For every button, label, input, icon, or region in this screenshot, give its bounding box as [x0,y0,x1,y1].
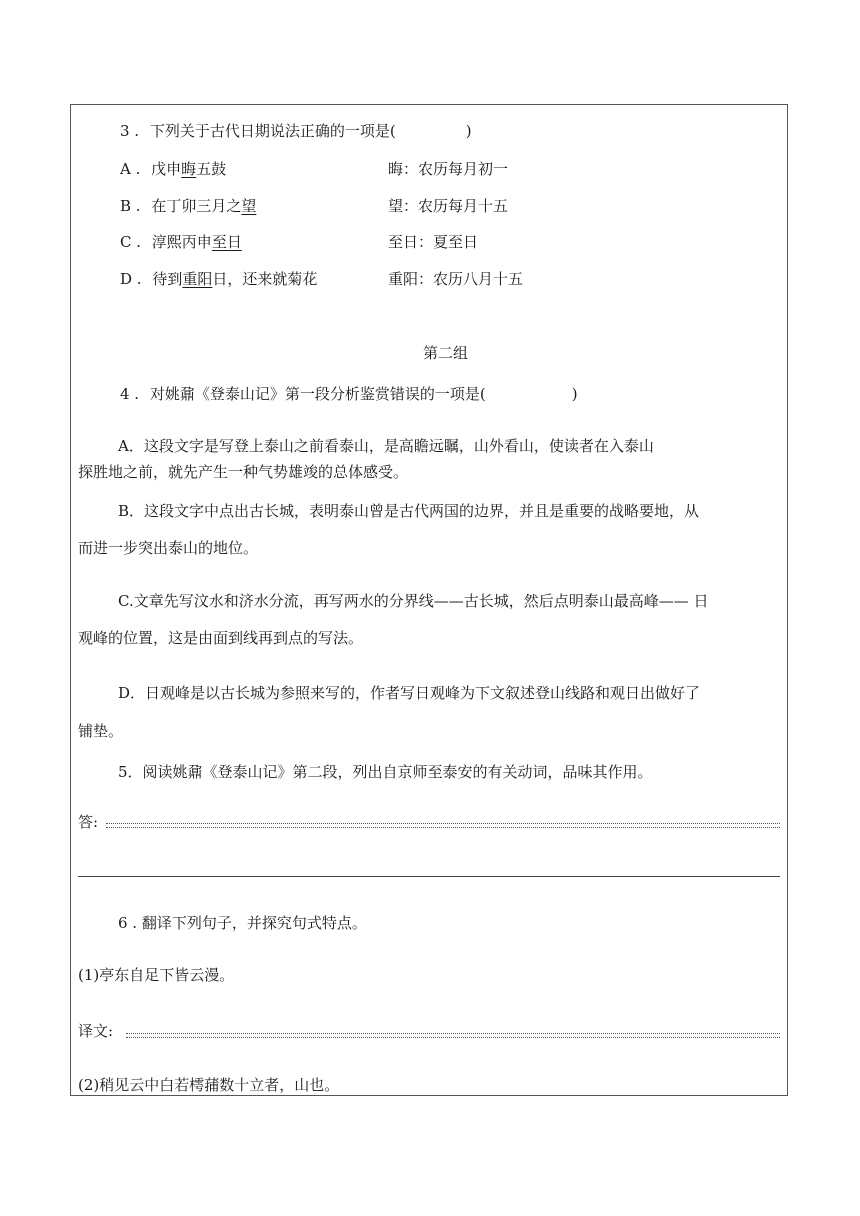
q3-option-a-post: 五鼓 [196,160,227,178]
q3-option-a-letter: A . [120,160,141,178]
q3-option-d-gloss: 重阳：农历八月十五 [388,270,524,288]
q4-stem-text: 对姚鼐《登泰山记》第一段分析鉴赏错误的一项是( [149,385,486,403]
q4-option-a-line2: 探胜地之前，就先产生一种气势雄竣的总体感受。 [78,463,409,481]
q3-option-c-gloss: 至日：夏至日 [388,233,479,251]
q3-option-a-underlined: 晦 [181,160,197,178]
q5-stem: 5．阅读姚鼐《登泰山记》第二段，列出自京师至泰安的有关动词，品味其作用。 [118,763,653,781]
q3-option-b-letter: B . [120,197,141,215]
q3-option-b[interactable] [120,196,266,216]
q6-translation-label: 译文: [78,1022,114,1040]
q3-option-d-underlined: 重阳 [182,270,213,288]
q3-option-a-gloss: 晦：农历每月初一 [388,160,509,178]
q4-option-a-line1: A．这段文字是写登上泰山之前看泰山，是高瞻远瞩，山外看山，使读者在入泰山 [118,437,654,455]
q3-option-c-pre: 淳熙丙申 [151,233,212,251]
q3-option-c[interactable] [120,232,248,252]
group2-heading: 第二组 [423,344,469,362]
q3-option-d[interactable] [120,269,317,289]
q3-stem [120,121,472,141]
q3-option-d-pre: 待到 [152,270,183,288]
q3-option-b-gloss: 望：农历每月十五 [388,197,509,215]
q4-option-c-line1: C.文章先写汶水和济水分流，再写两水的分界线——古长城，然后点明泰山最高峰—— 日 [118,592,709,610]
q4-stem [120,384,578,404]
q4-option-b-line1: B．这段文字中点出古长城，表明泰山曾是古代两国的边界，并且是重要的战略要地，从 [118,502,700,520]
q3-option-d-post: 日，还来就菊花 [212,270,318,288]
q3-stem-text: 下列关于古代日期说法正确的一项是( [149,122,396,140]
q5-answer-line-1[interactable] [106,823,780,828]
q6-translation-line[interactable] [126,1033,780,1038]
q3-option-b-underlined: 望 [241,197,257,215]
q3-option-d-letter: D . [120,270,142,288]
q5-answer-line-2[interactable] [78,876,780,877]
q6-stem: 6 . 翻译下列句子，并探究句式特点。 [118,914,367,932]
q4-option-d-line2: 铺垫。 [78,722,124,740]
q3-option-c-letter: C . [120,233,142,251]
q3-option-a[interactable] [120,159,226,179]
q3-option-a-pre: 戊申 [151,160,182,178]
q6-sentence-2: (2)稍见云中白若樗蒱数十立者，山也。 [78,1076,340,1094]
q3-option-b-pre: 在丁卯三月之 [151,197,242,215]
q5-answer-label: 答: [78,813,99,831]
q4-option-c-line2: 观峰的位置，这是由面到线再到点的写法。 [78,629,364,647]
q4-option-b-line2: 而进一步突出泰山的地位。 [78,539,259,557]
q3-option-c-underlined: 至日 [211,233,242,251]
q4-option-d-line1: D．日观峰是以古长城为参照来写的，作者写日观峰为下文叙述登山线路和观日出做好了 [118,684,701,702]
q4-number: 4 . [120,385,140,403]
q6-sentence-1: (1)亭东自足下皆云漫。 [78,966,235,984]
q3-number: 3 . [120,122,140,140]
q4-stem-close: ) [571,385,578,403]
q3-stem-close: ) [465,122,472,140]
